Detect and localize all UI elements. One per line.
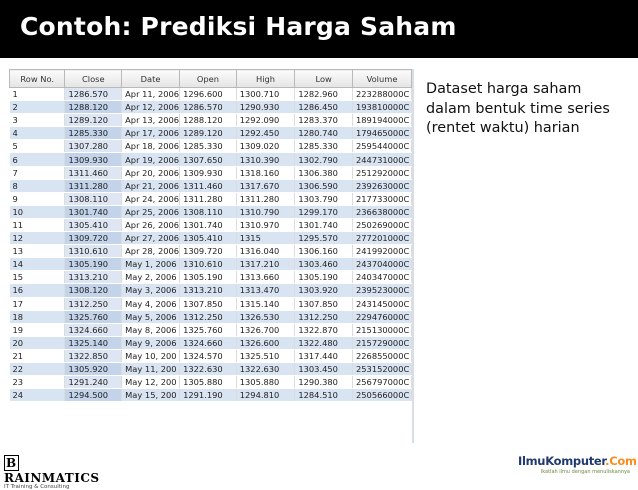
table-cell: Apr 20, 2006 <box>122 166 180 179</box>
table-cell: May 8, 2006 <box>122 323 180 336</box>
table-cell: 1280.740 <box>295 127 353 140</box>
table-cell: 1305.190 <box>295 271 353 284</box>
column-header[interactable]: Volume <box>352 70 411 88</box>
table-cell: 1311.460 <box>65 166 122 179</box>
table-cell: 217733000C <box>352 192 411 205</box>
table-cell: 1325.140 <box>65 336 122 349</box>
table-cell: 1300.710 <box>236 88 295 101</box>
table-cell: 1310.610 <box>65 245 122 258</box>
table-cell: 1305.190 <box>180 271 237 284</box>
table-cell: 1322.850 <box>65 349 122 362</box>
table-cell: 23 <box>10 376 65 389</box>
table-cell: 1317.210 <box>236 258 295 271</box>
table-cell: 1325.760 <box>65 310 122 323</box>
table-cell: 1312.250 <box>180 310 237 323</box>
table-cell: 215729000C <box>352 336 411 349</box>
table-cell: May 10, 200 <box>122 349 180 362</box>
table-row[interactable] <box>10 310 412 323</box>
table-cell: 1307.280 <box>65 140 122 153</box>
table-cell: 1290.380 <box>295 376 353 389</box>
table-cell: 256797000C <box>352 376 411 389</box>
table-cell: 1285.330 <box>295 140 353 153</box>
column-header[interactable]: Open <box>180 70 237 88</box>
table-row[interactable] <box>10 362 412 375</box>
table-cell: 14 <box>10 258 65 271</box>
logo-domain-text: .Com <box>605 454 637 468</box>
table-row[interactable] <box>10 323 412 336</box>
table-cell: 7 <box>10 166 65 179</box>
table-cell: May 15, 200 <box>122 389 180 402</box>
table-cell: 251292000C <box>352 166 411 179</box>
table-cell: 20 <box>10 336 65 349</box>
table-cell: 239523000C <box>352 284 411 297</box>
table-cell: 1310.790 <box>236 205 295 218</box>
table-cell: Apr 11, 2006 <box>122 88 180 101</box>
table-cell: 1303.790 <box>295 192 353 205</box>
table-cell: May 3, 2006 <box>122 284 180 297</box>
table-cell: 1303.450 <box>295 362 353 375</box>
table-cell: 1282.960 <box>295 88 353 101</box>
table-cell: 18 <box>10 310 65 323</box>
table-cell: 1294.810 <box>236 389 295 402</box>
table-cell: 1306.380 <box>295 166 353 179</box>
table-cell: 9 <box>10 192 65 205</box>
table-cell: 1284.510 <box>295 389 353 402</box>
table-row[interactable] <box>10 389 412 402</box>
table-row[interactable] <box>10 349 412 362</box>
table-cell: 259544000C <box>352 140 411 153</box>
table-row[interactable] <box>10 205 412 218</box>
table-cell: 17 <box>10 297 65 310</box>
table-cell: 1288.120 <box>180 114 237 127</box>
table-cell: May 9, 2006 <box>122 336 180 349</box>
logo-main-text: IlmuKomputer <box>518 454 606 468</box>
table-cell: Apr 28, 2006 <box>122 245 180 258</box>
table-cell: 1294.500 <box>65 389 122 402</box>
table-row[interactable] <box>10 218 412 231</box>
table-cell: 189194000C <box>352 114 411 127</box>
table-cell: 1309.930 <box>180 166 237 179</box>
table-cell: 12 <box>10 232 65 245</box>
table-cell: 1296.600 <box>180 88 237 101</box>
table-cell: May 12, 200 <box>122 376 180 389</box>
table-cell: 1291.240 <box>65 376 122 389</box>
table-cell: 250269000C <box>352 218 411 231</box>
table-row[interactable] <box>10 153 412 166</box>
table-cell: 243704000C <box>352 258 411 271</box>
table-cell: 1308.120 <box>65 284 122 297</box>
table-cell: 16 <box>10 284 65 297</box>
table-row[interactable] <box>10 179 412 192</box>
table-cell: 1301.740 <box>295 218 353 231</box>
table-cell: 1299.170 <box>295 205 353 218</box>
table-body <box>10 88 412 402</box>
table-cell: 1310.970 <box>236 218 295 231</box>
table-cell: 1307.650 <box>180 153 237 166</box>
table-cell: 5 <box>10 140 65 153</box>
table-cell: May 1, 2006 <box>122 258 180 271</box>
table-cell: 1313.210 <box>65 271 122 284</box>
table-cell: 1292.090 <box>236 114 295 127</box>
table-cell: 1305.880 <box>180 376 237 389</box>
table-cell: 21 <box>10 349 65 362</box>
brainmatics-logo-subtitle: IT Training & Consulting <box>4 484 70 490</box>
table-cell: 1305.920 <box>65 362 122 375</box>
table-cell: 1317.440 <box>295 349 353 362</box>
table-cell: 1307.850 <box>295 297 353 310</box>
logo-mark-icon: B <box>6 456 17 470</box>
dataset-description: Dataset harga saham dalam bentuk time series (rentet waktu) harian <box>426 81 610 136</box>
table-cell: 1285.330 <box>180 140 237 153</box>
table-row[interactable] <box>10 376 412 389</box>
table-row[interactable] <box>10 114 412 127</box>
table-cell: 1 <box>10 88 65 101</box>
table-cell: 1322.630 <box>236 362 295 375</box>
table-row[interactable] <box>10 297 412 310</box>
table-cell: 11 <box>10 218 65 231</box>
table-cell: 1285.330 <box>65 127 122 140</box>
table-cell: 229476000C <box>352 310 411 323</box>
table-cell: 10 <box>10 205 65 218</box>
table-row[interactable] <box>10 101 412 114</box>
table-cell: 3 <box>10 114 65 127</box>
table-cell: 1291.190 <box>180 389 237 402</box>
table-cell: 1313.210 <box>180 284 237 297</box>
table-cell: 1322.480 <box>295 336 353 349</box>
table-cell: Apr 13, 2006 <box>122 114 180 127</box>
table-cell: May 4, 2006 <box>122 297 180 310</box>
table-cell: 1312.250 <box>65 297 122 310</box>
stock-price-table <box>9 69 412 402</box>
table-cell: 243145000C <box>352 297 411 310</box>
table-cell: 240347000C <box>352 271 411 284</box>
table-cell: 1316.040 <box>236 245 295 258</box>
table-cell: 4 <box>10 127 65 140</box>
table-cell: 1324.570 <box>180 349 237 362</box>
table-cell: 1322.630 <box>180 362 237 375</box>
table-cell: 1305.410 <box>65 218 122 231</box>
table-row[interactable] <box>10 258 412 271</box>
table-cell: Apr 21, 2006 <box>122 179 180 192</box>
table-cell: 1289.120 <box>180 127 237 140</box>
table-cell: 1309.020 <box>236 140 295 153</box>
table-cell: 1313.660 <box>236 271 295 284</box>
table-row[interactable] <box>10 166 412 179</box>
table-cell: 239263000C <box>352 179 411 192</box>
table-cell: 1326.600 <box>236 336 295 349</box>
table-cell: Apr 27, 2006 <box>122 232 180 245</box>
table-cell: 15 <box>10 271 65 284</box>
table-cell: 250566000C <box>352 389 411 402</box>
table-cell: 1306.160 <box>295 245 353 258</box>
table-cell: 1315 <box>236 232 295 245</box>
table-cell: 1309.930 <box>65 153 122 166</box>
table-cell: 1311.460 <box>180 179 237 192</box>
table-cell: 1325.760 <box>180 323 237 336</box>
table-cell: 1292.450 <box>236 127 295 140</box>
column-header[interactable]: Low <box>295 70 353 88</box>
table-cell: 1322.870 <box>295 323 353 336</box>
ilmukomputer-tagline: Ikatlah ilmu dengan menuliskannya <box>540 469 630 475</box>
table-row[interactable] <box>10 127 412 140</box>
ilmukomputer-logo <box>518 454 636 478</box>
table-cell: 2 <box>10 101 65 114</box>
table-cell: 1283.370 <box>295 114 353 127</box>
brainmatics-logo-text <box>4 455 100 485</box>
table-cell: 1317.670 <box>236 179 295 192</box>
column-header[interactable]: Close <box>65 70 122 88</box>
table-cell: 8 <box>10 179 65 192</box>
table-cell: 236638000C <box>352 205 411 218</box>
table-cell: Apr 19, 2006 <box>122 153 180 166</box>
table-cell: May 2, 2006 <box>122 271 180 284</box>
table-cell: 1289.120 <box>65 114 122 127</box>
table-cell: 1295.570 <box>295 232 353 245</box>
table-cell: 1308.110 <box>180 205 237 218</box>
table-cell: 1308.110 <box>65 192 122 205</box>
table-cell: 1286.570 <box>65 88 122 101</box>
brainmatics-logo <box>4 455 100 490</box>
table-cell: Apr 12, 2006 <box>122 101 180 114</box>
table-cell: 244731000C <box>352 153 411 166</box>
table-cell: 241992000C <box>352 245 411 258</box>
table-header-row <box>10 70 412 88</box>
table-cell: 277201000C <box>352 232 411 245</box>
table-row[interactable] <box>10 245 412 258</box>
table-cell: Apr 24, 2006 <box>122 192 180 205</box>
table-cell: 1309.720 <box>65 232 122 245</box>
table-cell: Apr 25, 2006 <box>122 205 180 218</box>
table-cell: 1305.190 <box>65 258 122 271</box>
title-bar <box>0 0 638 58</box>
column-header[interactable]: High <box>236 70 295 88</box>
table-cell: 1288.120 <box>65 101 122 114</box>
table-cell: 1301.740 <box>65 205 122 218</box>
table-row[interactable] <box>10 232 412 245</box>
table-cell: 223288000C <box>352 88 411 101</box>
table-cell: Apr 18, 2006 <box>122 140 180 153</box>
logo-wordmark: RAINMATICS <box>4 471 100 485</box>
table-row[interactable] <box>10 271 412 284</box>
table-cell: 1290.930 <box>236 101 295 114</box>
table-cell: 1311.280 <box>236 192 295 205</box>
slide-title: Contoh: Prediksi Harga Saham <box>20 12 457 41</box>
data-table-panel[interactable] <box>9 69 414 443</box>
table-cell: 1303.460 <box>295 258 353 271</box>
table-cell: 19 <box>10 323 65 336</box>
table-cell: 215130000C <box>352 323 411 336</box>
table-cell: 6 <box>10 153 65 166</box>
table-cell: 1312.250 <box>295 310 353 323</box>
table-cell: May 11, 200 <box>122 362 180 375</box>
table-cell: 253152000C <box>352 362 411 375</box>
table-row[interactable] <box>10 336 412 349</box>
table-cell: 1311.280 <box>180 192 237 205</box>
table-cell: 1318.160 <box>236 166 295 179</box>
table-cell: 1310.390 <box>236 153 295 166</box>
table-row[interactable] <box>10 140 412 153</box>
table-cell: 1301.740 <box>180 218 237 231</box>
table-cell: 1313.470 <box>236 284 295 297</box>
column-header[interactable]: Date <box>122 70 180 88</box>
table-cell: 179465000C <box>352 127 411 140</box>
table-row[interactable] <box>10 284 412 297</box>
table-cell: 1305.410 <box>180 232 237 245</box>
table-cell: 24 <box>10 389 65 402</box>
table-cell: 1324.660 <box>65 323 122 336</box>
table-cell: Apr 17, 2006 <box>122 127 180 140</box>
table-cell: 22 <box>10 362 65 375</box>
table-cell: 1324.660 <box>180 336 237 349</box>
table-cell: May 5, 2006 <box>122 310 180 323</box>
table-cell: 1325.510 <box>236 349 295 362</box>
table-cell: 1326.700 <box>236 323 295 336</box>
table-cell: 1306.590 <box>295 179 353 192</box>
table-cell: 1286.570 <box>180 101 237 114</box>
table-cell: 1326.530 <box>236 310 295 323</box>
table-row[interactable] <box>10 88 412 101</box>
table-cell: Apr 26, 2006 <box>122 218 180 231</box>
table-cell: 1302.790 <box>295 153 353 166</box>
table-cell: 226855000C <box>352 349 411 362</box>
table-cell: 1305.880 <box>236 376 295 389</box>
table-cell: 1303.920 <box>295 284 353 297</box>
column-header[interactable]: Row No. <box>10 70 65 88</box>
table-cell: 13 <box>10 245 65 258</box>
table-cell: 1307.850 <box>180 297 237 310</box>
table-cell: 1311.280 <box>65 179 122 192</box>
table-cell: 1286.450 <box>295 101 353 114</box>
table-cell: 1315.140 <box>236 297 295 310</box>
table-row[interactable] <box>10 192 412 205</box>
table-cell: 193810000C <box>352 101 411 114</box>
table-cell: 1310.610 <box>180 258 237 271</box>
table-cell: 1309.720 <box>180 245 237 258</box>
ilmukomputer-logo-text <box>518 454 636 468</box>
